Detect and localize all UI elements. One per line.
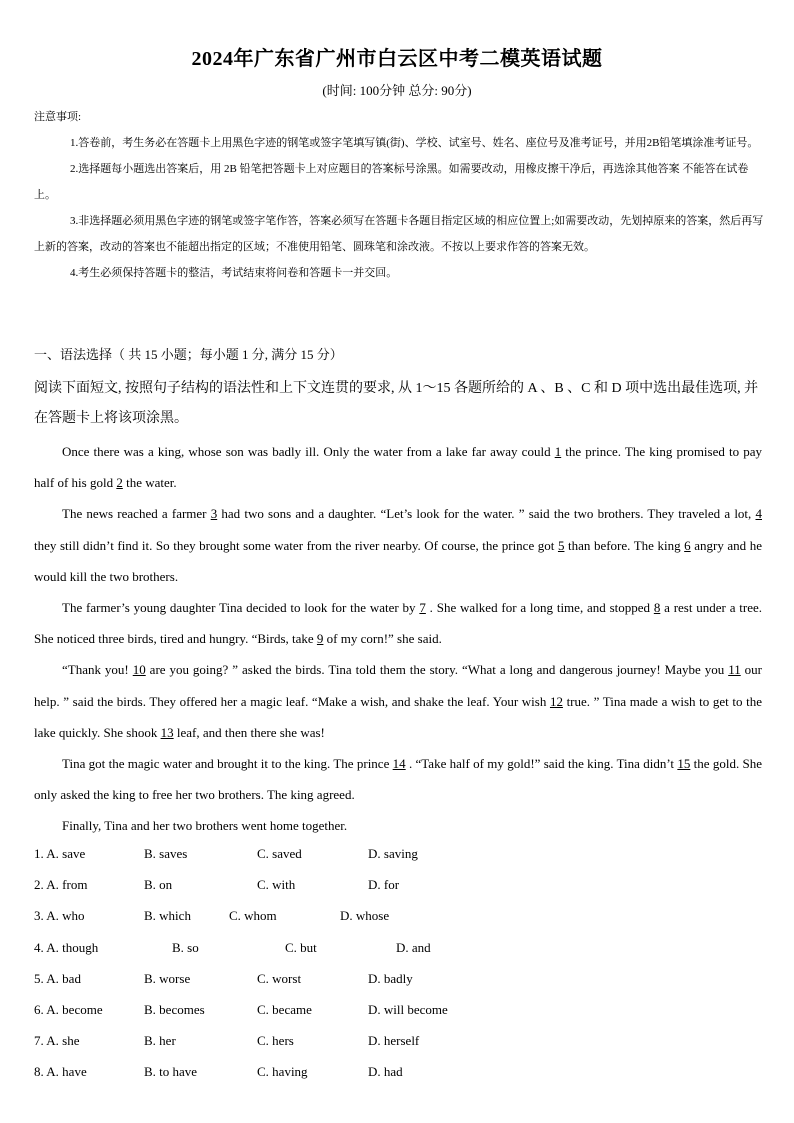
option-row-7 [34, 1029, 764, 1060]
option-c: C. having [257, 1064, 308, 1080]
passage-text: The news reached a farmer [62, 506, 211, 522]
option-c: C. worst [257, 970, 302, 986]
option-c: C. but [285, 939, 317, 955]
option-a: 4. A. though [34, 939, 99, 955]
blank-number: 4 [755, 506, 762, 522]
option-b: B. saves [144, 846, 188, 861]
option-b: B. becomes [144, 1001, 205, 1017]
passage-text: they still didn’t find it. So they brought some water from the river nearby. Of course, the prince got [34, 537, 558, 553]
option-row-3 [34, 904, 764, 935]
blank-number: 13 [160, 724, 174, 740]
note-item: 4.考生必须保持答题卡的整洁，考试结束将问卷和答题卡一并交回。 [70, 267, 398, 279]
blank-number: 7 [419, 600, 426, 616]
blank-number: 11 [728, 662, 741, 678]
option-a: 1. A. save [34, 846, 86, 861]
option-a: 3. A. who [34, 908, 85, 924]
passage-text: had two sons and a daughter. “Let’s look for the water. ” said the two brothers. They traveled a lot, [217, 506, 756, 522]
passage-paragraph [34, 498, 762, 592]
notes-heading: 注意事项: [34, 111, 82, 123]
passage-text: Tina got the magic water and brought it to the king. The prince [62, 756, 393, 772]
passage-text: of my corn!” she said. [323, 631, 442, 647]
passage-text: the water. [122, 475, 177, 491]
option-row-6 [34, 998, 764, 1029]
option-c: C. became [257, 1001, 312, 1017]
note-item: 2.选择题每小题选出答案后，用 2B 铅笔把答题卡上对应题目的答案标号涂黑。如需要改动，用橡皮擦干净后，再选涂其他答案 不能答在试卷上。 [34, 163, 749, 201]
option-d: D. for [368, 877, 400, 893]
blank-number: 8 [653, 600, 661, 616]
blank-number: 6 [684, 537, 691, 553]
passage-text: our help. ” said the birds. They offered her a magic leaf. “Make a wish, and shake the leaf. Your wish [34, 662, 762, 709]
option-b: B. to have [144, 1064, 198, 1080]
passage-paragraph [34, 592, 762, 654]
option-row-4 [34, 936, 764, 967]
option-b: B. worse [144, 970, 191, 986]
passage-text: angry and he would kill the two brothers. [34, 537, 762, 584]
option-b: B. on [144, 877, 173, 893]
blank-number: 5 [557, 537, 565, 553]
option-a: 5. A. bad [34, 970, 81, 986]
option-a: 2. A. from [34, 877, 88, 893]
exam-notes [34, 104, 764, 286]
blank-number: 14 [392, 756, 406, 772]
note-item: 3.非选择题必须用黑色字迹的钢笔或签字笔作答，答案必须写在答题卡各题目指定区域的相应位置上;如需要改动，先划掉原来的答案，然后再写上新的答案，改动的答案也不能超出指定的区域；不准使用铅笔、圆珠笔和涂改液。不按以上要求作答的答案无效。 [34, 215, 764, 253]
passage-text: Finally, Tina and her two brothers went home together. [62, 818, 348, 834]
option-c: C. saved [257, 846, 302, 861]
passage-text: The farmer’s young daughter Tina decided to look for the water by [62, 600, 420, 616]
option-c: C. hers [257, 1033, 294, 1049]
option-d: D. badly [368, 970, 413, 986]
passage-text: the gold. She only asked the king to free her two brothers. The king agreed. [34, 756, 763, 803]
passage-text: leaf, and then there she was! [173, 724, 325, 740]
answer-options [34, 842, 764, 1092]
option-b: B. her [144, 1033, 176, 1049]
option-c: C. with [257, 877, 296, 893]
passage-text: true. ” Tina made a wish to get to the lake quickly. She shook [34, 693, 762, 740]
option-row-1 [34, 842, 764, 873]
option-d: D. whose [340, 908, 390, 924]
option-d: D. had [368, 1064, 403, 1080]
note-item: 1.答卷前，考生务必在答题卡上用黑色字迹的钢笔或签字笔填写镇(街)、学校、试室号、姓名、座位号及准考证号，并用2B铅笔填涂准考证号。 [70, 137, 759, 149]
passage-text: “Thank you! [62, 662, 133, 678]
passage-text: the prince. The king promised to pay half of his gold [34, 444, 762, 491]
blank-number: 15 [677, 756, 691, 772]
blank-number: 10 [132, 662, 146, 678]
page-title: 2024年广东省广州市白云区中考二模英语试题 [191, 48, 603, 70]
blank-number: 2 [116, 475, 123, 491]
passage-paragraph [34, 810, 762, 841]
passage-text: Once there was a king, whose son was badly ill. Only the water from a lake far away could [62, 444, 555, 459]
option-a: 6. A. become [34, 1001, 103, 1017]
option-a: 7. A. she [34, 1033, 80, 1049]
option-a: 8. A. have [34, 1064, 87, 1080]
exam-time-score: (时间: 100分钟 总分: 90分) [322, 83, 472, 98]
cloze-passage [34, 436, 762, 842]
option-d: D. saving [368, 846, 418, 861]
passage-text: a rest under a tree. She noticed three birds, tired and hungry. “Birds, take [34, 600, 763, 647]
option-d: D. and [396, 939, 431, 955]
passage-text: are you going? ” asked the birds. Tina told them the story. “What a long and dangerous journey! Maybe you [145, 662, 729, 678]
section-heading: 一、语法选择（ 共 15 小题；每小题 1 分, 满分 15 分） [34, 347, 343, 362]
option-b: B. so [172, 939, 199, 955]
option-row-8 [34, 1060, 764, 1091]
passage-paragraph [34, 436, 762, 498]
option-b: B. which [144, 908, 191, 924]
passage-paragraph [34, 748, 762, 810]
blank-number: 3 [210, 506, 218, 522]
option-d: D. will become [368, 1001, 448, 1017]
section-instruction: 阅读下面短文, 按照句子结构的语法性和上下文连贯的要求, 从 1～15 各题所给的 A 、B 、C 和 D 项中选出最佳选项, 并在答题卡上将该项涂黑。 [34, 381, 759, 426]
option-row-2 [34, 873, 764, 904]
option-row-5 [34, 967, 764, 998]
option-c: C. whom [229, 908, 277, 924]
passage-text: . She walked for a long time, and stopped [425, 600, 654, 616]
option-d: D. herself [368, 1033, 420, 1049]
passage-paragraph [34, 654, 762, 748]
passage-text: than before. The king [564, 537, 685, 553]
blank-number: 12 [549, 693, 563, 709]
blank-number: 1 [554, 444, 562, 459]
passage-text: . “Take half of my gold!” said the king. Tina didn’t [405, 756, 678, 772]
blank-number: 9 [316, 631, 324, 647]
